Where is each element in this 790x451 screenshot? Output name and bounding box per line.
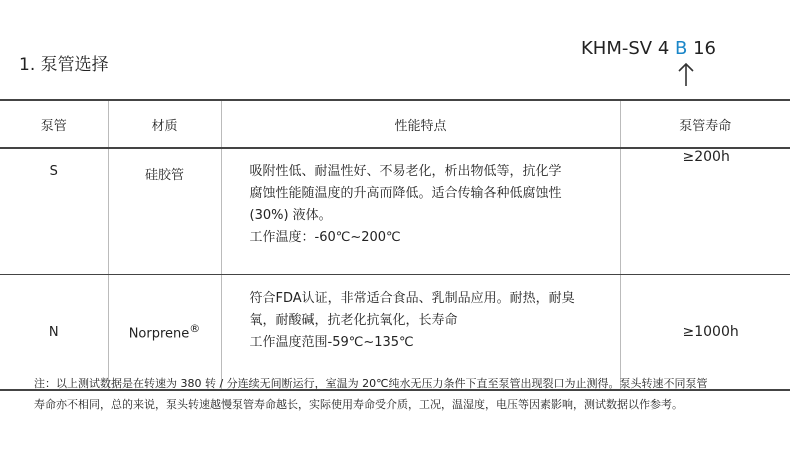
- cell-material: 硅胶管: [108, 148, 221, 275]
- footnote: [34, 373, 774, 415]
- cell-life: ≥1000h: [620, 275, 790, 391]
- footnote-line: 注：以上测试数据是在转速为 380 转 / 分连续无间断运行，室温为 20℃纯水无压力条件下直至泵管出现裂口为止测得。泵头转速不同泵管: [34, 377, 708, 390]
- header-life: 泵管寿命: [620, 100, 790, 148]
- table-header-row: [0, 100, 790, 148]
- up-arrow-icon: [676, 61, 696, 87]
- model-code: [581, 38, 716, 59]
- feature-line: 氧，耐酸碱，抗老化抗氧化，长寿命: [249, 313, 458, 328]
- header-material: 材质: [108, 100, 221, 148]
- feature-line: 腐蚀性能随温度的升高而降低。适合传输各种低腐蚀性: [249, 186, 562, 201]
- feature-line: 工作温度：-60℃~200℃: [249, 230, 401, 245]
- header-tube: 泵管: [0, 100, 108, 148]
- tube-spec-table: [0, 99, 790, 391]
- footnote-line: 寿命亦不相同，总的来说，泵头转速越慢泵管寿命越长，实际使用寿命受介质，工况，温湿度，电压等因素影响，测试数据以作参考。: [34, 398, 683, 411]
- model-code-prefix: KHM-SV 4: [581, 38, 675, 59]
- material-name: Norprene: [128, 326, 190, 342]
- feature-line: (30%) 液体。: [249, 208, 332, 223]
- table-row: [0, 148, 790, 275]
- feature-line: 吸附性低、耐温性好、不易老化，析出物低等，抗化学: [249, 164, 562, 179]
- cell-life: ≥200h: [620, 148, 790, 275]
- registered-mark: ®: [189, 322, 201, 336]
- section-title: 1. 泵管选择: [19, 55, 109, 75]
- feature-line: 工作温度范围-59℃~135℃: [249, 335, 414, 350]
- cell-tube: N: [0, 275, 108, 391]
- feature-line: 符合FDA认证，非常适合食品、乳制品应用。耐热，耐臭: [249, 291, 575, 306]
- cell-features: [221, 148, 620, 275]
- header-features: 性能特点: [221, 100, 620, 148]
- cell-tube: S: [0, 148, 108, 275]
- model-code-suffix: 16: [687, 38, 716, 59]
- model-code-highlight: B: [675, 38, 688, 59]
